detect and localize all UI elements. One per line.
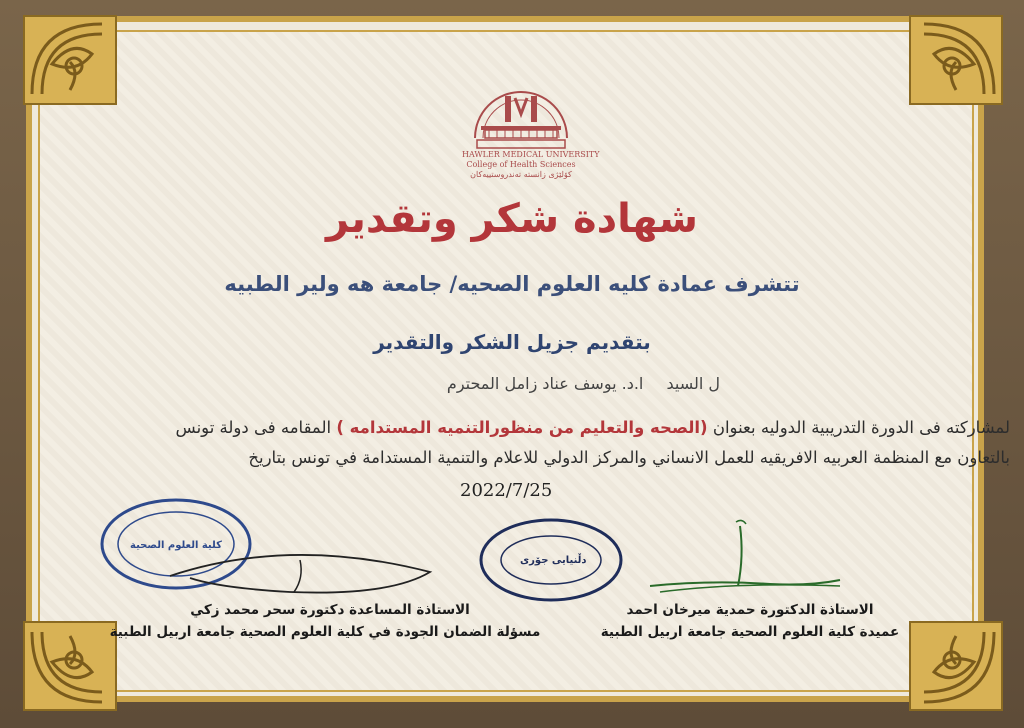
certificate-subtitle: تتشرف عمادة كليه العلوم الصحيه/ جامعة هه ولير الطبيه xyxy=(224,272,800,296)
body-line-2: بالتعاون مع المنظمة العربيه الافريقيه للعمل الانساني والمركز الدولي للاعلام والتنمية المستدامة في تونس بتاريخ xyxy=(248,448,1010,467)
logo-kurdish-name: كۆلێژی زانستە تەندروستییەکان xyxy=(470,170,572,179)
dean-signature xyxy=(640,512,860,602)
logo-university-name: HAWLER MEDICAL UNIVERSITY xyxy=(462,150,600,159)
quality-officer-title: مسؤلة الضمان الجودة في كلية العلوم الصحية جامعة اربيل الطبية xyxy=(109,624,541,640)
body-line-1-end: المقامه فى دولة تونس xyxy=(175,418,337,437)
quality-officer-name: الاستاذة المساعدة دكتورة سحر محمد زكي xyxy=(190,602,470,618)
recipient-prefix: ل السيد xyxy=(666,374,720,393)
quality-officer-signature xyxy=(150,540,450,600)
dean-name: الاستاذة الدكتورة حمدية ميرخان احمد xyxy=(626,602,874,618)
dean-title: عميدة كلية العلوم الصحية جامعة اربيل الطبية xyxy=(600,624,900,640)
left-stamp-text: كلية العلوم الصحية xyxy=(130,540,222,551)
body-line-1 xyxy=(60,418,1010,437)
mid-stamp-text: دڵنیایی جۆری xyxy=(520,555,587,566)
recipient-line xyxy=(340,374,720,393)
certificate-date: 2022/7/25 xyxy=(460,480,553,501)
certificate-title: شهادة شكر وتقدير xyxy=(326,196,698,242)
body-line-1-start: لمشاركته فى الدورة التدريبية الدوليه بعنوان xyxy=(707,418,1010,437)
logo-college-name: College of Health Sciences xyxy=(466,160,576,169)
corner-ornament-bottom-right xyxy=(908,620,1004,712)
corner-ornament-top-right xyxy=(908,14,1004,106)
recipient-name: ا.د. يوسف عناد زامل المحترم xyxy=(446,374,644,393)
course-title: (الصحه والتعليم من منظورالتنميه المستدامه ) xyxy=(336,418,708,437)
corner-ornament-top-left xyxy=(22,14,118,106)
certificate-subtitle-2: بتقديم جزيل الشكر والتقدير xyxy=(373,330,651,354)
